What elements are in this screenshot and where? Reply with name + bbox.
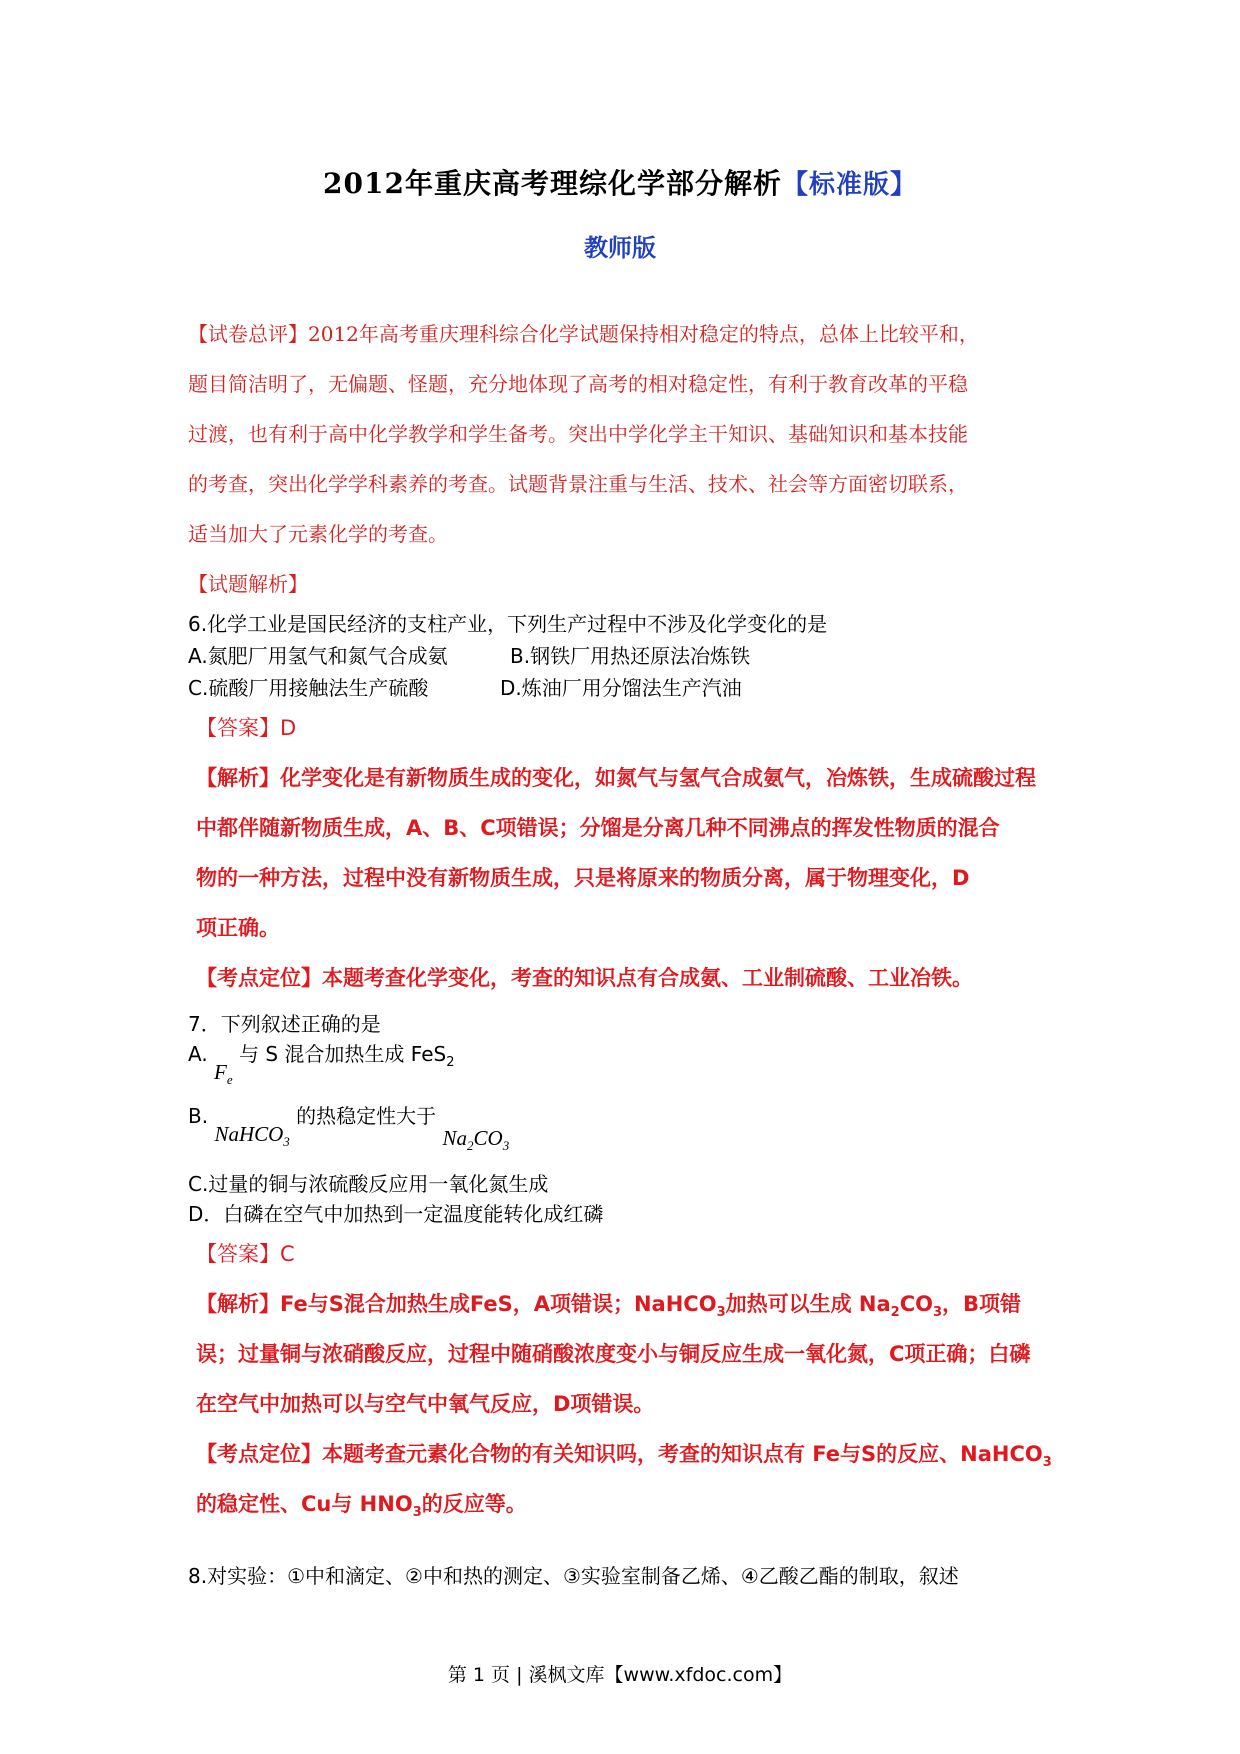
q7-answer: 【答案】C bbox=[196, 1242, 295, 1266]
q6-analysis-line-2: 中都伴随新物质生成，A、B、C项错误；分馏是分离几种不同沸点的挥发性物质的混合 bbox=[196, 816, 1000, 840]
q6-analysis-line-3: 物的一种方法，过程中没有新物质生成，只是将原来的物质分离，属于物理变化，D bbox=[196, 866, 970, 890]
q7-option-a-text: 与 S 混合加热生成 FeS bbox=[239, 1042, 447, 1066]
q7-analysis-1d: ，B项错 bbox=[942, 1292, 1022, 1316]
overview-line-3: 过渡，也有利于高中化学教学和学生备考。突出中学化学主干知识、基础知识和基本技能 bbox=[188, 422, 968, 446]
overview-line-4: 的考查，突出化学学科素养的考查。试题背景注重与生活、技术、社会等方面密切联系， bbox=[188, 472, 968, 496]
q7-option-b-prefix: B. bbox=[188, 1104, 209, 1128]
q7-analysis-line-2: 误；过量铜与浓硝酸反应，过程中随硝酸浓度变小与铜反应生成一氧化氮，C项正确；白磷 bbox=[196, 1342, 1031, 1366]
nahco3-main: NaHCO bbox=[214, 1122, 284, 1146]
q7-option-b bbox=[188, 1100, 510, 1154]
q6-analysis-line-1: 【解析】化学变化是有新物质生成的变化，如氮气与氢气合成氨气，冶炼铁，生成硫酸过程 bbox=[196, 766, 1036, 790]
q7-analysis-1-sub3: 3 bbox=[932, 1305, 943, 1321]
overview-line-2: 题目简洁明了，无偏题、怪题，充分地体现了高考的相对稳定性，有利于教育改革的平稳 bbox=[188, 372, 968, 396]
q6-option-b: B.钢铁厂用热还原法冶炼铁 bbox=[510, 644, 751, 668]
q7-option-a-formula bbox=[214, 1060, 233, 1088]
overview-line-5: 适当加大了元素化学的考查。 bbox=[188, 522, 448, 546]
q7-option-d: D．白磷在空气中加热到一定温度能转化成红磷 bbox=[188, 1202, 604, 1226]
page-title bbox=[0, 162, 1240, 202]
nahco3-sub: 3 bbox=[283, 1134, 290, 1150]
q7-point-2-sub: 3 bbox=[412, 1505, 422, 1521]
na2co3-sub-2: 2 bbox=[467, 1138, 474, 1154]
q7-option-a-text-sub: 2 bbox=[446, 1055, 455, 1070]
q7-option-c: C.过量的铜与浓硫酸反应用一氧化氮生成 bbox=[188, 1172, 549, 1196]
q7-point-line-2 bbox=[196, 1488, 527, 1520]
q6-option-c: C.硫酸厂用接触法生产硫酸 bbox=[188, 676, 429, 700]
na2co3-sub-3: 3 bbox=[502, 1138, 510, 1154]
q7-option-a-formula-main: F bbox=[214, 1060, 227, 1084]
overview-line-1: 【试卷总评】2012年高考重庆理科综合化学试题保持相对稳定的特点，总体上比较平和， bbox=[188, 322, 979, 346]
q7-point-line-1 bbox=[196, 1438, 1052, 1470]
q7-option-a bbox=[188, 1038, 455, 1088]
q7-point-2a: 的稳定性、Cu与 HNO bbox=[196, 1492, 413, 1516]
q7-option-b-formula-1 bbox=[214, 1122, 290, 1150]
page-title-text: 2012年重庆高考理综化学部分解析 bbox=[323, 167, 782, 200]
q7-point-1a: 【考点定位】本题考查元素化合物的有关知识吗，考查的知识点有 Fe与S的反应、NaHCO bbox=[196, 1442, 1043, 1466]
q7-analysis-1a: 【解析】Fe与S混合加热生成FeS，A项错误；NaHCO bbox=[196, 1292, 717, 1316]
q7-analysis-line-1 bbox=[196, 1288, 1021, 1320]
q7-analysis-line-3: 在空气中加热可以与空气中氧气反应，D项错误。 bbox=[196, 1392, 655, 1416]
title-tag: 【标准版】 bbox=[781, 170, 917, 200]
q7-analysis-1-sub1: 3 bbox=[716, 1305, 726, 1321]
na2co3-na: Na bbox=[442, 1126, 468, 1150]
q6-answer: 【答案】D bbox=[196, 716, 297, 740]
q7-option-b-text: 的热稳定性大于 bbox=[296, 1104, 437, 1128]
q7-option-a-prefix: A. bbox=[188, 1042, 208, 1066]
q7-analysis-1-sub2: 2 bbox=[890, 1305, 900, 1321]
q6-option-a: A.氮肥厂用氢气和氮气合成氨 bbox=[188, 644, 448, 668]
q6-option-d: D.炼油厂用分馏法生产汽油 bbox=[500, 676, 742, 700]
section-label: 【试题解析】 bbox=[188, 572, 308, 596]
q7-analysis-1c: CO bbox=[899, 1292, 933, 1316]
page-footer: 第 1 页 | 溪枫文库【www.xfdoc.com】 bbox=[447, 1664, 793, 1686]
q7-point-2b: 的反应等。 bbox=[421, 1492, 527, 1516]
q7-stem: 7．下列叙述正确的是 bbox=[188, 1012, 381, 1036]
page-subtitle: 教师版 bbox=[584, 233, 656, 262]
q7-analysis-1b: 加热可以生成 Na bbox=[725, 1292, 891, 1316]
q6-point: 【考点定位】本题考查化学变化，考查的知识点有合成氨、工业制硫酸、工业冶铁。 bbox=[196, 966, 973, 990]
q7-point-1-sub: 3 bbox=[1042, 1455, 1052, 1471]
q6-stem: 6.化学工业是国民经济的支柱产业，下列生产过程中不涉及化学变化的是 bbox=[188, 612, 828, 636]
q8-stem: 8.对实验：①中和滴定、②中和热的测定、③实验室制备乙烯、④乙酸乙酯的制取，叙述 bbox=[188, 1564, 959, 1588]
na2co3-co: CO bbox=[473, 1126, 503, 1150]
q7-option-b-formula-2 bbox=[442, 1126, 510, 1154]
q7-option-a-formula-sub: e bbox=[226, 1072, 233, 1088]
q6-analysis-line-4: 项正确。 bbox=[196, 916, 280, 940]
